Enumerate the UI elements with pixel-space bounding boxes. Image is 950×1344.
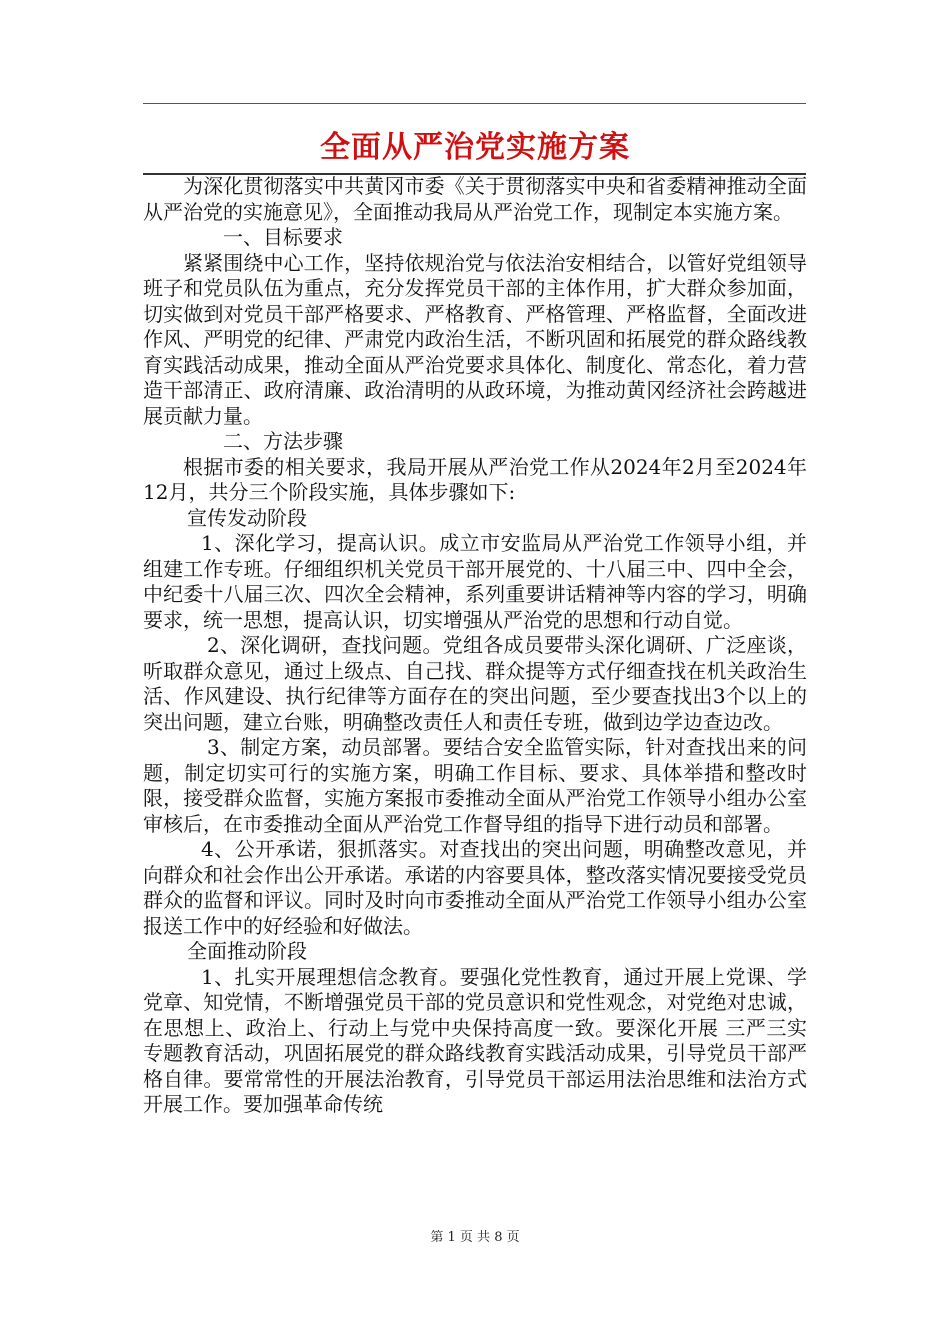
intro-paragraph: 为深化贯彻落实中共黄冈市委《关于贯彻落实中央和省委精神推动全面从严治党的实施意见》，全面推动我局从严治党工作，现制定本实施方案。	[143, 174, 807, 224]
goals-paragraph: 紧紧围绕中心工作，坚持依规治党与依法治安相结合，以管好党组领导班子和党员队伍为重点，充分发挥党员干部的主体作用，扩大群众参加面，切实做到对党员干部严格要求、严格教育、严格管理、严格监督，全面改进作风、严明党的纪律、严肃党内政治生活，不断巩固和拓展党的群众路线教育实践活动成果，推动全面从严治党要求具体化、制度化、常态化，着力营造干部清正、政府清廉、政治清明的从政环境，为推动黄冈经济社会跨越进展贡献力量。	[143, 250, 807, 428]
stage-heading-promotion: 全面推动阶段	[187, 939, 307, 963]
document-body	[143, 174, 807, 1118]
document-title: 全面从严治党实施方案	[320, 130, 630, 165]
mobilization-item-1: 1、深化学习，提高认识。成立市安监局从严治党工作领导小组，并组建工作专班。仔细组织机关党员干部开展党的、十八届三中、四中全会，中纪委十八届三次、四次全会精神，系列重要讲话精神等内容的学习，明确要求，统一思想，提高认识，切实增强从严治党的思想和行动自觉。	[143, 531, 807, 632]
mobilization-item-2: 2、深化调研，查找问题。党组各成员要带头深化调研、广泛座谈，听取群众意见，通过上级点、自己找、群众提等方式仔细查找在机关政治生活、作风建设、执行纪律等方面存在的突出问题，至少要查找出3个以上的突出问题，建立台账，明确整改责任人和责任专班，做到边学边查边改。	[143, 633, 807, 734]
header-rule	[143, 103, 806, 104]
promotion-item-1: 1、扎实开展理想信念教育。要强化党性教育，通过开展上党课、学党章、知党情，不断增强党员干部的党员意识和党性观念，对党绝对忠诚，在思想上、政治上、行动上与党中央保持高度一致。要深化开展 三严三实 专题教育活动，巩固拓展党的群众路线教育实践活动成果，引导党员干部严格自律。要常常性的开展法治教育，引导党员干部运用法治思维和法治方式开展工作。要加强革命传统	[143, 964, 807, 1116]
section-heading-methods: 二、方法步骤	[223, 429, 343, 453]
methods-paragraph: 根据市委的相关要求，我局开展从严治党工作从2024年2月至2024年12月，共分三个阶段实施，具体步骤如下:	[143, 454, 807, 504]
section-heading-goals: 一、目标要求	[223, 225, 343, 249]
mobilization-item-4: 4、公开承诺，狠抓落实。对查找出的突出问题，明确整改意见，并向群众和社会作出公开承诺。承诺的内容要具体，整改落实情况要接受党员群众的监督和评议。同时及时向市委推动全面从严治党工作领导小组办公室报送工作中的好经验和好做法。	[143, 837, 807, 938]
page-number: 第 1 页 共 8 页	[430, 1230, 520, 1245]
mobilization-item-3: 3、制定方案，动员部署。要结合安全监管实际，针对查找出来的问题，制定切实可行的实施方案，明确工作目标、要求、具体举措和整改时限，接受群众监督，实施方案报市委推动全面从严治党工作领导小组办公室审核后，在市委推动全面从严治党工作督导组的指导下进行动员和部署。	[143, 735, 807, 836]
stage-heading-mobilization: 宣传发动阶段	[187, 505, 307, 530]
